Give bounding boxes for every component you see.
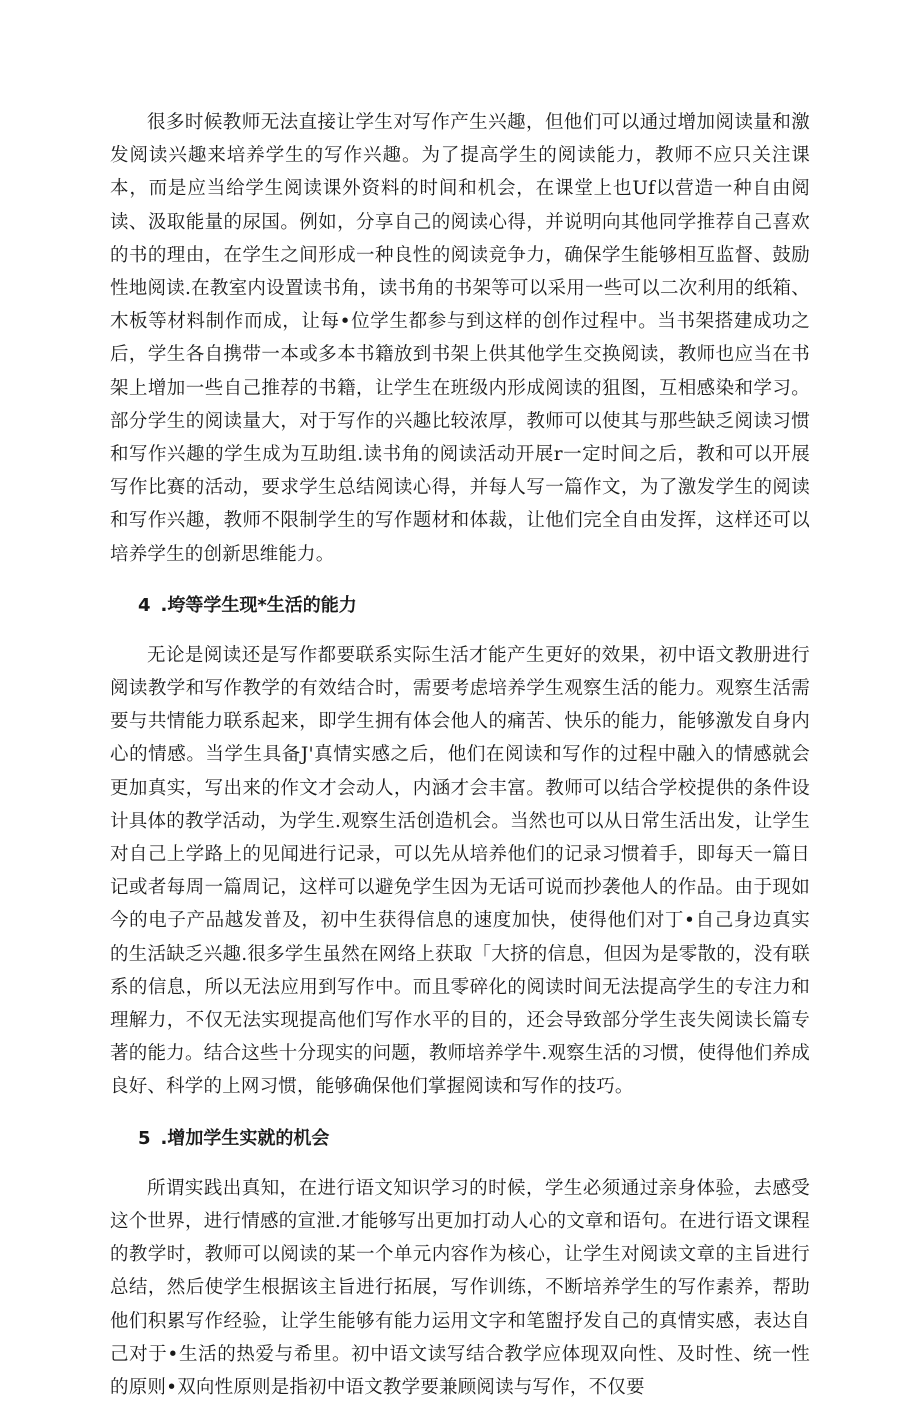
paragraph-reading-interest: 很多时候教师无法直接让学生对写作产生兴趣，但他们可以通过增加阅读量和激发阅读兴趣来培养学生的写作兴趣。为了提高学生的阅读能力，教师不应只关注课本，而是应当给学生阅读课外资料的时间和机会，在课堂上也Uf以营造一种自由阅读、汲取能量的尿国。例如，分享自己的阅读心得，并说明向其他同学推荐自己喜欢的书的理由，在学生之间形成一种良性的阅读竞争力，确保学生能够相互监督、鼓励性地阅读.在教室内设置读书角，读书角的书架等可以采用一些可以二次利用的纸箱、木板等材料制作而成，让每•位学生都参与到这样的创作过程中。当书架搭建成功之后，学生各自携带一本或多本书籍放到书架上供其他学生交换阅读，教师也应当在书架上增加一些自己推荐的书籍，让学生在班级内形成阅读的狙图，互相感染和学习。部分学生的阅读量大，对于写作的兴趣比较浓厚，教师可以使其与那些缺乏阅读习惯和写作兴趣的学生成为互助组.读书角的阅读活动开展r一定时间之后，教和可以开展写作比赛的活动，要求学生总结阅读心得，并每人写一篇作文，为了激发学生的阅读和写作兴趣，教师不限制学生的写作题材和体裁，让他们完全自由发挥，这样还可以培养学生的创新思维能力。 bbox=[110, 112, 810, 565]
section-heading-5 bbox=[110, 1124, 810, 1154]
heading-text: .垮等学生现*生活的能力 bbox=[160, 594, 357, 616]
paragraph-observe-life: 无论是阅读还是写作都要联系实际生活才能产生更好的效果，初中语文教册进行阅读教学和写作教学的有效结合时，需要考虑培养学生观察生活的能力。观察生活需要与共情能力联系起来，即学生拥有体会他人的痛苦、快乐的能力，能够激发自身内心的情感。当学生具备J'真情实感之后，他们在阅读和写作的过程中融入的情感就会更加真实，写出来的作文才会动人，内涵才会丰富。教师可以结合学校提供的条件设计具体的教学活动，为学生.观察生活创造机会。当然也可以从日常生活出发，让学生对自己上学路上的见闻进行记录，可以先从培养他们的记录习惯着手，即每天一篇日记或者每周一篇周记，这样可以避免学生因为无话可说而抄袭他人的作品。由于现如今的电子产品越发普及，初中生获得信息的速度加快，使得他们对丁•自己身边真实的生活缺乏兴趣.很多学生虽然在网络上获取「大挤的信息，但因为是零散的，没有联系的信息，所以无法应用到写作中。而且零碎化的阅读时间无法提高学生的专注力和理解力，不仅无法实现提高他们写作水平的目的，还会导致部分学生丧失阅读长篇专著的能力。结合这些十分现实的问题，教师培养学牛.观察生活的习惯，使得他们养成良好、科学的上网习惯，能够确保他们掌握阅读和写作的技巧。 bbox=[110, 644, 810, 1098]
section-heading-4 bbox=[110, 591, 810, 621]
heading-text: .增加学生实就的机会 bbox=[160, 1127, 330, 1149]
paragraph-practice: 所谓实践出真知，在进行语文知识学习的时候，学生必须通过亲身体验，去感受这个世界，进行情感的宣泄.才能够写出更加打动人心的文章和语句。在进行语文课程的教学时，教师可以阅读的某一个单元内容作为核心，让学生对阅读文章的主旨进行总结，然后使学生根据该主旨进行拓展，写作训练，不断培养学生的写作素养，帮助他们积累写作经验，让学生能够有能力运用文字和笔盥抒发自己的真情实感，表达自己对于•生活的热爱与希里。初中语文读写结合教学应体现双向性、及时性、统一性的原则•双向性原则是指初中语文教学要兼顾阅读与写作，不仅要 bbox=[110, 1177, 810, 1398]
heading-number: 5 bbox=[138, 1127, 151, 1149]
heading-number: 4 bbox=[138, 594, 151, 616]
